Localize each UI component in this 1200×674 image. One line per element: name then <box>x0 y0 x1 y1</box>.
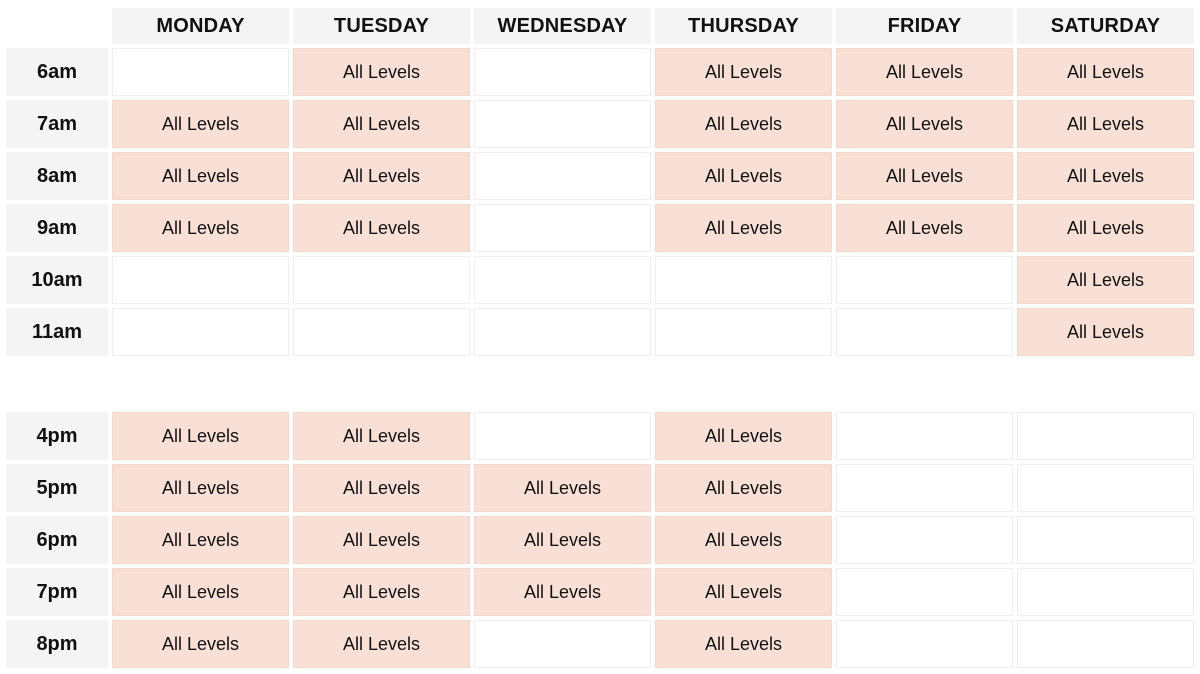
day-header-thursday: THURSDAY <box>655 8 832 44</box>
time-label: 11am <box>6 308 108 356</box>
class-slot[interactable]: All Levels <box>293 516 470 564</box>
day-header-wednesday: WEDNESDAY <box>474 8 651 44</box>
empty-slot <box>836 412 1013 460</box>
class-slot[interactable]: All Levels <box>836 100 1013 148</box>
time-label: 7am <box>6 100 108 148</box>
class-slot[interactable]: All Levels <box>1017 152 1194 200</box>
class-slot[interactable]: All Levels <box>293 152 470 200</box>
empty-slot <box>1017 516 1194 564</box>
empty-slot <box>474 308 651 356</box>
class-slot[interactable]: All Levels <box>293 620 470 668</box>
header-corner <box>6 8 108 44</box>
class-slot[interactable]: All Levels <box>112 464 289 512</box>
time-label: 8am <box>6 152 108 200</box>
empty-slot <box>112 48 289 96</box>
empty-slot <box>1017 464 1194 512</box>
class-slot[interactable]: All Levels <box>655 100 832 148</box>
empty-slot <box>836 516 1013 564</box>
empty-slot <box>836 568 1013 616</box>
class-slot[interactable]: All Levels <box>293 568 470 616</box>
empty-slot <box>836 256 1013 304</box>
class-slot[interactable]: All Levels <box>836 48 1013 96</box>
class-slot[interactable]: All Levels <box>293 204 470 252</box>
empty-slot <box>112 256 289 304</box>
empty-slot <box>474 48 651 96</box>
class-slot[interactable]: All Levels <box>293 412 470 460</box>
class-slot[interactable]: All Levels <box>112 152 289 200</box>
empty-slot <box>293 256 470 304</box>
class-slot[interactable]: All Levels <box>293 48 470 96</box>
class-slot[interactable]: All Levels <box>655 412 832 460</box>
empty-slot <box>474 100 651 148</box>
empty-slot <box>474 204 651 252</box>
empty-slot <box>836 308 1013 356</box>
class-slot[interactable]: All Levels <box>1017 308 1194 356</box>
time-label: 6am <box>6 48 108 96</box>
class-slot[interactable]: All Levels <box>474 464 651 512</box>
time-label: 5pm <box>6 464 108 512</box>
class-slot[interactable]: All Levels <box>1017 204 1194 252</box>
empty-slot <box>655 256 832 304</box>
class-slot[interactable]: All Levels <box>655 516 832 564</box>
class-slot[interactable]: All Levels <box>655 48 832 96</box>
class-slot[interactable]: All Levels <box>112 568 289 616</box>
time-label: 9am <box>6 204 108 252</box>
class-slot[interactable]: All Levels <box>1017 48 1194 96</box>
empty-slot <box>474 256 651 304</box>
class-slot[interactable]: All Levels <box>1017 256 1194 304</box>
empty-slot <box>1017 620 1194 668</box>
class-slot[interactable]: All Levels <box>293 100 470 148</box>
empty-slot <box>293 308 470 356</box>
class-slot[interactable]: All Levels <box>474 568 651 616</box>
class-slot[interactable]: All Levels <box>112 620 289 668</box>
class-slot[interactable]: All Levels <box>655 204 832 252</box>
empty-slot <box>474 412 651 460</box>
class-slot[interactable]: All Levels <box>655 152 832 200</box>
time-label: 7pm <box>6 568 108 616</box>
time-label: 10am <box>6 256 108 304</box>
empty-slot <box>836 464 1013 512</box>
empty-slot <box>655 308 832 356</box>
day-header-saturday: SATURDAY <box>1017 8 1194 44</box>
day-header-friday: FRIDAY <box>836 8 1013 44</box>
evening-schedule-table <box>6 412 1194 668</box>
class-slot[interactable]: All Levels <box>1017 100 1194 148</box>
empty-slot <box>112 308 289 356</box>
class-slot[interactable]: All Levels <box>474 516 651 564</box>
class-slot[interactable]: All Levels <box>112 100 289 148</box>
empty-slot <box>474 620 651 668</box>
time-label: 6pm <box>6 516 108 564</box>
class-slot[interactable]: All Levels <box>655 620 832 668</box>
empty-slot <box>1017 568 1194 616</box>
class-slot[interactable]: All Levels <box>655 568 832 616</box>
day-header-tuesday: TUESDAY <box>293 8 470 44</box>
empty-slot <box>836 620 1013 668</box>
empty-slot <box>474 152 651 200</box>
day-header-monday: MONDAY <box>112 8 289 44</box>
class-slot[interactable]: All Levels <box>112 412 289 460</box>
class-slot[interactable]: All Levels <box>836 152 1013 200</box>
class-slot[interactable]: All Levels <box>112 204 289 252</box>
class-slot[interactable]: All Levels <box>293 464 470 512</box>
class-slot[interactable]: All Levels <box>655 464 832 512</box>
class-slot[interactable]: All Levels <box>836 204 1013 252</box>
empty-slot <box>1017 412 1194 460</box>
morning-schedule-table <box>6 8 1194 356</box>
class-slot[interactable]: All Levels <box>112 516 289 564</box>
time-label: 4pm <box>6 412 108 460</box>
time-label: 8pm <box>6 620 108 668</box>
